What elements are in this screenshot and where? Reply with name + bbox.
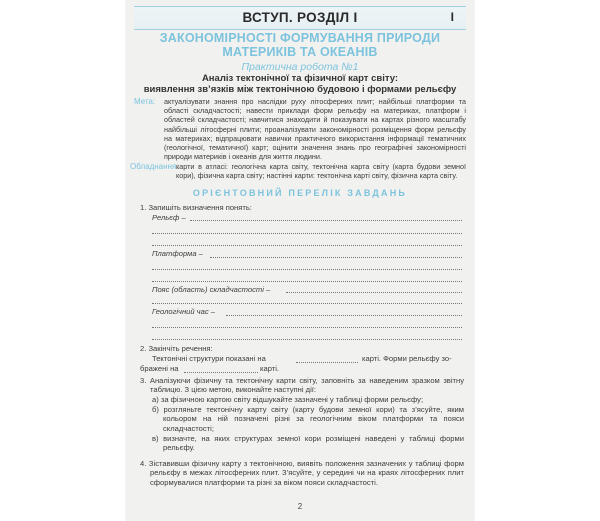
task-3a: а) за фізичною картою світу відшукайте зазначені у таблиці форми рельєфу;: [152, 395, 424, 404]
practical-work-label: Практична робота №1: [241, 61, 359, 73]
textbook-page: [126, 0, 474, 521]
goal-text: актуалізувати знання про наслідки руху літосферних плит; найбільші платформи та області складчастості; навести приклади форм рельєфу на материках, платформ і областей складчастості; навчитися знаходити й показувати на картах різного масштабу найбільші літосферні плити; проаналізувати закономірності розміщення форм рельєфу на материках; відпрацювати навички практичного використання інформації тематичних (геологічної, тематичної) карт; оцінити значення знань про географічні закономірності природи материків і океанів для життя людини.: [164, 97, 466, 162]
page-number: 2: [297, 502, 303, 511]
task-3c: в) визначте, на яких структурах земної кори розміщені наведені у таблиці форми рельєфу.: [152, 434, 464, 453]
tasks-heading: ОРІЄНТОВНИЙ ПЕРЕЛІК ЗАВДАНЬ: [192, 188, 408, 198]
term-fold-belt: Пояс (область) складчастості –: [152, 285, 271, 294]
task-3: 3. Аналізуючи фізичну та тектонічну карти світу, заповніть за наведеним зразком звітну таблицю. З цією метою, виконайте наступні дії:: [140, 376, 464, 395]
equipment-label: Обладнання:: [130, 162, 179, 171]
answer-line[interactable]: [152, 303, 462, 304]
chapter-title-line1: ЗАКОНОМІРНОСТІ ФОРМУВАННЯ ПРИРОДИ: [159, 31, 441, 45]
goal-label: Мета:: [134, 97, 156, 106]
answer-line[interactable]: [226, 315, 462, 316]
fill-in-blank[interactable]: [296, 362, 358, 363]
answer-line[interactable]: [152, 339, 462, 340]
answer-line[interactable]: [286, 292, 462, 293]
chapter-title-line2: МАТЕРИКІВ ТА ОКЕАНІВ: [222, 45, 378, 59]
task-3b: б) розгляньте тектонічну карту світу (карту будови земної кори) та з’ясуйте, яким кольором на ній позначені різні за геологічним віком платформи та пояси складчастості;: [152, 405, 464, 433]
answer-line[interactable]: [210, 257, 462, 258]
practical-heading-2: виявлення зв’язків між тектонічною будовою і формами рельєфу: [143, 84, 457, 95]
task-1: 1. Запишіть визначення понять:: [140, 203, 252, 212]
task-2-line2-end: карті.: [260, 364, 280, 373]
section-header-bar: [134, 6, 466, 30]
term-geological-time: Геологічний час –: [152, 307, 215, 316]
section-number: I: [450, 10, 454, 24]
answer-line[interactable]: [152, 233, 462, 234]
task-2-line1-end: карті. Форми рельєфу зо-: [362, 354, 452, 363]
task-2: 2. Закінчіть речення:: [140, 344, 213, 353]
answer-line[interactable]: [190, 220, 462, 221]
term-relief: Рельєф –: [152, 213, 186, 222]
answer-line[interactable]: [152, 269, 462, 270]
task-4: 4. Зіставивши фізичну карту з тектонічною, виявіть положення зазначених у таблиці форм рельєфу в межах літосферних плит. З’ясуйте, у середині чи на краях літосферних плит сформувалися платформи та різні за віком пояси складчастості.: [140, 459, 464, 487]
practical-heading-1: Аналіз тектонічної та фізичної карт світу:: [201, 73, 399, 84]
task-2-line2-start: бражені на: [140, 364, 179, 373]
answer-line[interactable]: [152, 327, 462, 328]
answer-line[interactable]: [152, 245, 462, 246]
task-2-line1-start: Тектонічні структури показані на: [152, 354, 266, 363]
chapter-title: [126, 31, 474, 59]
fill-in-blank[interactable]: [184, 372, 258, 373]
answer-line[interactable]: [152, 281, 462, 282]
equipment-text: карти в атласі: геологічна карта світу, тектонічна карта світу (карта будови земної кори), фізична карта світу; настінні карти: тектонічна карті світу, фізична карта світу.: [176, 162, 466, 181]
section-title: ВСТУП. РОЗДІЛ І: [242, 10, 358, 25]
term-platform: Платформа –: [152, 249, 203, 258]
